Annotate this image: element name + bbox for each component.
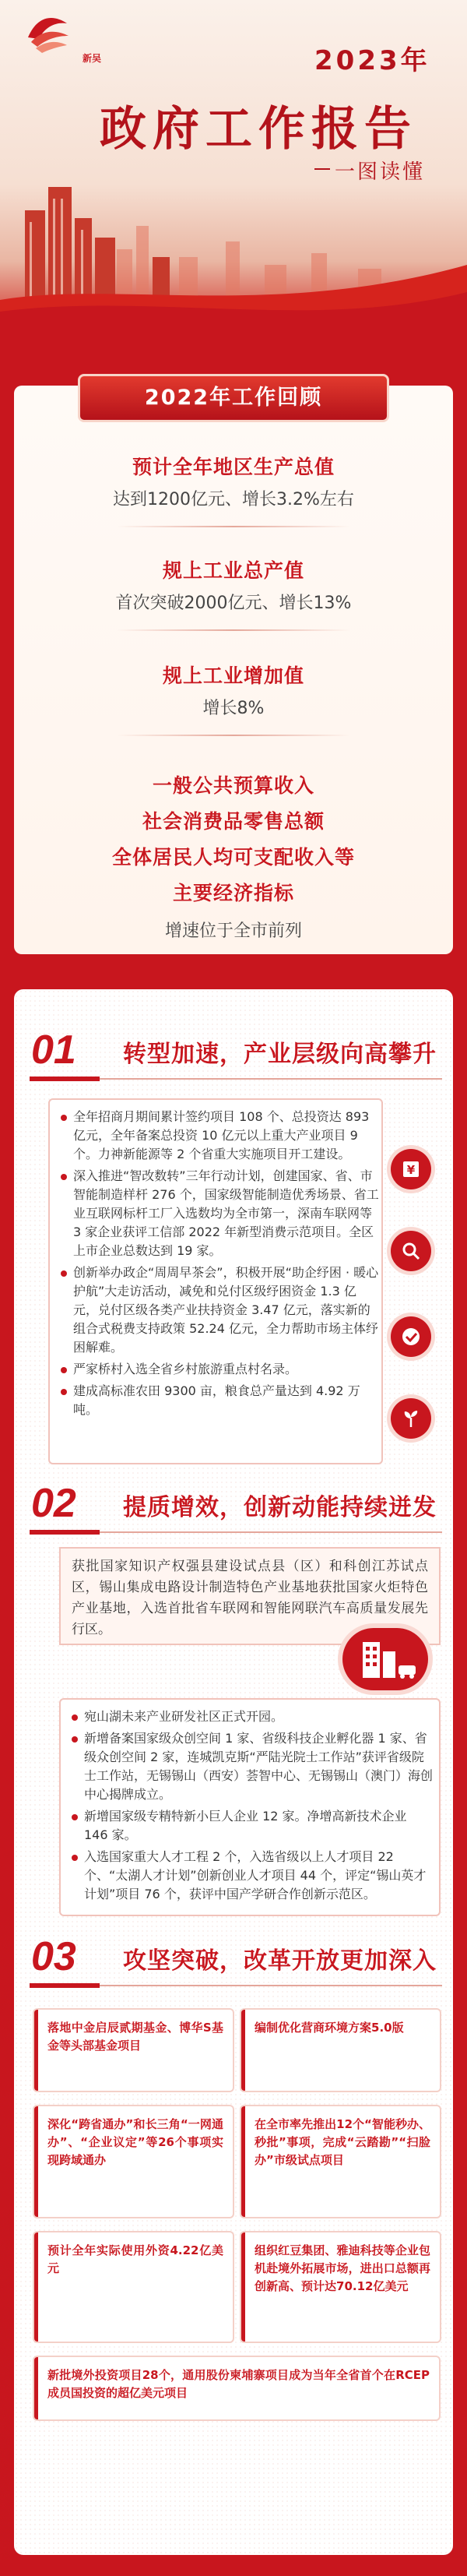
review-item-sub: 首次突破2000亿元、增长13%: [115, 594, 352, 613]
review-item-industrial-value-added: [0, 661, 467, 719]
city-skyline-illustration: [0, 164, 467, 335]
section-03-header: [14, 1933, 453, 1980]
list-item: 全年招商月期间累计签约项目 108 个、总投资达 893 亿元，全年备案总投资 10 亿元以上重大产业项目 9 个。力神新能源等 2 个省重大实施项目开工建设。: [59, 1108, 380, 1164]
divider: [117, 526, 350, 527]
logo-text: 新吴: [83, 53, 102, 64]
reform-cell-business-env: 编制优化营商环境方案5.0版: [241, 2010, 440, 2091]
indicator-main-economic: 主要经济指标: [172, 882, 294, 904]
review-item-sub: 增长8%: [202, 699, 265, 718]
list-item: 严家桥村入选全省乡村旅游重点村名录。: [59, 1360, 380, 1379]
reform-cell-export: 组织红豆集团、雅迪科技等企业包机赴境外拓展市场，进出口总额再创新高、预计达70.12亿美元: [241, 2232, 440, 2342]
review-item-title: 预计全年地区生产总值: [132, 456, 335, 478]
divider: [117, 629, 350, 631]
divider: [117, 735, 350, 736]
report-year: 2023年: [314, 45, 430, 76]
section-underline: [30, 1531, 442, 1533]
buildings-icon: [342, 1628, 428, 1690]
check-icon: [391, 1316, 431, 1357]
section-number: 02: [31, 1481, 76, 1526]
report-header: [0, 0, 467, 335]
indicator-retail-sales: 社会消费品零售总额: [142, 810, 325, 833]
seedling-icon: [391, 1398, 431, 1439]
search-icon: [391, 1231, 431, 1271]
section-02-header: [14, 1480, 453, 1527]
section-01-bullets: [59, 1108, 380, 1422]
section-underline: [30, 1985, 442, 1986]
section-underline: [30, 1078, 442, 1080]
list-item: 宛山湖未来产业研发社区正式开园。: [70, 1707, 433, 1726]
indicator-group-sub: 增速位于全市前列: [164, 922, 302, 941]
svg-text:¥: ¥: [406, 1163, 416, 1177]
review-item-title: 规上工业增加值: [162, 664, 304, 687]
section-number: 03: [31, 1934, 76, 1979]
review-item-gdp: [0, 452, 467, 510]
section-title: 攻坚突破，改革开放更加深入: [123, 1947, 437, 1975]
section-02-bullets: [70, 1707, 433, 1907]
reform-cell-fund: 落地中金启辰贰期基金、博华S基金等头部基金项目: [34, 2010, 233, 2091]
review-item-industrial-output: [0, 555, 467, 614]
reform-cell-foreign-capital: 预计全年实际使用外资4.22亿美元: [34, 2232, 233, 2342]
section-title: 转型加速，产业层级向高攀升: [123, 1041, 437, 1068]
page-subtitle: 一图读懂: [335, 156, 425, 185]
section-02-highlight: 获批国家知识产权强县建设试点县（区）和科创江苏试点区，锡山集成电路设计制造特色产业基地获批国家火炬特色产业基地，入选首批省车联网和智能网联汽车高质量发展先行区。: [59, 1547, 441, 1645]
xinwu-logo-icon: [20, 6, 75, 65]
review-item-indicator-group: [0, 768, 467, 942]
review-item-sub: 达到1200亿元、增长3.2%左右: [113, 490, 354, 509]
review-item-title: 规上工业总产值: [162, 559, 304, 582]
reform-cell-outbound-invest: 新批境外投资项目28个，通用股份柬埔寨项目成为当年全省首个在RCEP成员国投资的超亿美元项目: [34, 2357, 439, 2419]
page-title: 政府工作报告: [100, 102, 417, 157]
section-number: 01: [31, 1027, 76, 1073]
indicator-disposable-income: 全体居民人均可支配收入等: [111, 846, 355, 869]
section-01-header: [14, 1027, 453, 1073]
yuan-icon: [391, 1149, 431, 1189]
reform-cell-smart-approval: 在全市率先推出12个“智能秒办、秒批”事项，完成“云踏勘”“扫脸办”市级试点项目: [241, 2106, 440, 2217]
list-item: 创新举办政企“周周早茶会”，积极开展“助企纾困 · 暖心护航”大走访活动，减免和兑付区级纾困资金 1.3 亿元，兑付区级各类产业扶持资金 3.47 亿元，落实新的组合式税费支持政策 52.24 亿元，全力帮助市场主体纾困解难。: [59, 1263, 380, 1357]
list-item: 新增国家级专精特新小巨人企业 12 家。净增高新技术企业 146 家。: [70, 1807, 433, 1845]
list-item: 新增备案国家级众创空间 1 家、省级科技企业孵化器 1 家、省级众创空间 2 家，连城凯克斯“严陆光院士工作站”获评省级院士工作站，无锡锡山（西安）荟智中心、无锡锡山（澳门）海创中心揭牌成立。: [70, 1729, 433, 1804]
section-title: 提质增效，创新动能持续迸发: [123, 1494, 437, 1521]
reform-cell-cross-region: 深化“跨省通办”和长三角“一网通办”、“企业议定”等26个事项实现跨域通办: [34, 2106, 233, 2217]
indicator-budget-revenue: 一般公共预算收入: [152, 774, 314, 797]
list-item: 入选国家重大人才工程 2 个，入选省级以上人才项目 22 个、“太湖人才计划”创新创业人才项目 44 个，评定“锡山英才计划”项目 76 个，获评中国产学研合作创新示范区。: [70, 1848, 433, 1904]
list-item: 建成高标准农田 9300 亩，粮食总产量达到 4.92 万吨。: [59, 1382, 380, 1419]
list-item: 深入推进“智改数转”三年行动计划，创建国家、省、市智能制造样杆 276 个，国家级智能制造优秀场景、省工业互联网标杆工厂入选数均为全市第一，深南车联网等 3 家企业获评工信部 2022 年新型消费示范项目。全区上市企业总数达到 19 家。: [59, 1167, 380, 1260]
review-tab-title: 2022年工作回顾: [78, 374, 389, 422]
